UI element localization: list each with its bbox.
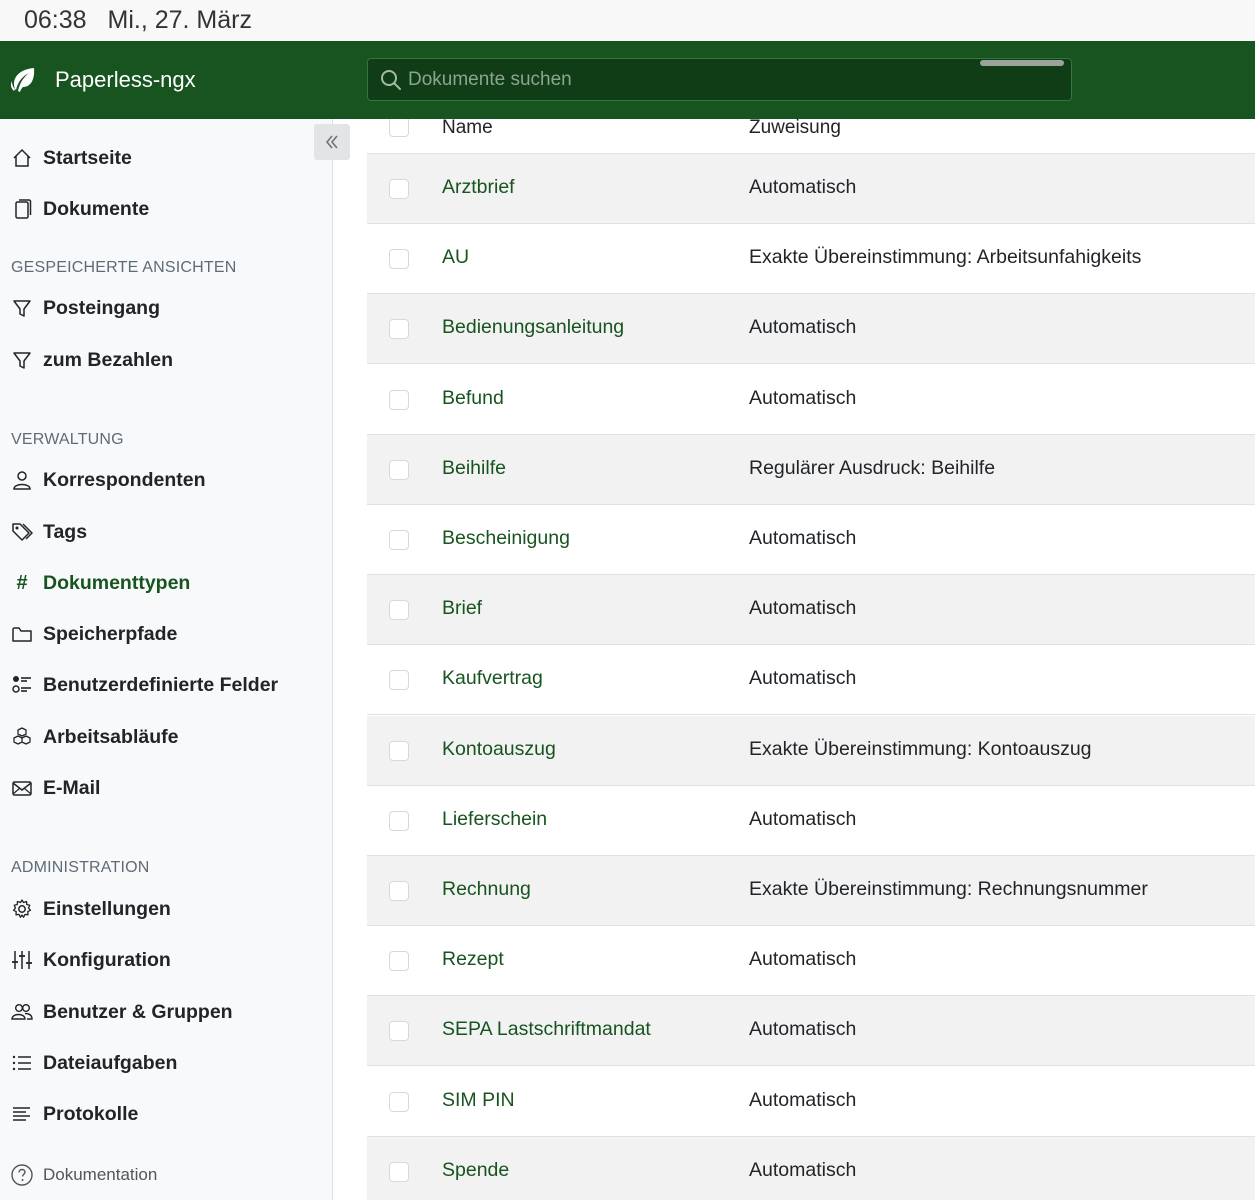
gear-icon (11, 898, 33, 920)
sidebar-item-label: Dateiaufgaben (43, 1051, 178, 1074)
global-search[interactable] (367, 58, 1072, 101)
document-type-name-link[interactable]: SIM PIN (442, 1088, 515, 1111)
brand-link[interactable] (8, 65, 196, 95)
table-row (367, 435, 1255, 505)
matching-cell: Automatisch (749, 597, 857, 620)
status-time: 06:38 (24, 6, 87, 34)
drag-handle[interactable] (980, 60, 1064, 66)
boxes-icon (11, 726, 33, 748)
sidebar-item-label: Posteingang (43, 296, 161, 319)
matching-cell: Automatisch (749, 667, 857, 690)
search-input[interactable] (402, 59, 1071, 100)
table-row (367, 154, 1255, 224)
table-row (367, 926, 1255, 996)
sidebar (0, 119, 333, 1200)
sidebar-item-to-pay-view[interactable] (10, 342, 173, 378)
sidebar-item-correspondents[interactable] (10, 462, 206, 498)
sidebar-item-label: Startseite (43, 146, 132, 169)
documents-icon (11, 198, 33, 220)
table-row (367, 575, 1255, 645)
table-row (367, 294, 1255, 364)
table-row (367, 645, 1255, 715)
matching-cell: Automatisch (749, 527, 857, 549)
brand-name: Paperless-ngx (55, 67, 196, 92)
row-select-checkbox[interactable] (389, 179, 409, 199)
people-icon (11, 1001, 33, 1023)
column-header-name[interactable]: Name (442, 119, 493, 138)
funnel-icon (11, 349, 33, 371)
search-icon (380, 69, 402, 91)
row-select-checkbox[interactable] (389, 951, 409, 971)
sidebar-item-documents[interactable] (10, 191, 149, 227)
matching-cell: Automatisch (749, 1018, 857, 1041)
document-types-table (367, 119, 1255, 1200)
sidebar-item-label: Einstellungen (43, 897, 171, 920)
table-row (367, 1067, 1255, 1137)
row-select-checkbox[interactable] (389, 670, 409, 690)
documentation-label: Dokumentation (43, 1165, 158, 1184)
sidebar-item-label: Arbeitsabläufe (43, 725, 179, 748)
row-select-checkbox[interactable] (389, 811, 409, 831)
document-type-name-link[interactable]: Arztbrief (442, 176, 515, 198)
table-row (367, 856, 1255, 926)
table-row (367, 365, 1255, 435)
row-select-checkbox[interactable] (389, 600, 409, 620)
chevron-double-left-icon (323, 133, 341, 151)
document-type-name-link[interactable]: Bescheinigung (442, 527, 570, 549)
matching-cell: Automatisch (749, 1158, 857, 1181)
sidebar-item-label: Korrespondenten (43, 468, 206, 491)
row-select-checkbox[interactable] (389, 1162, 409, 1182)
sidebar-item-label: E-Mail (43, 776, 101, 799)
sidebar-item-storage-paths[interactable] (10, 616, 177, 652)
sidebar-item-label: Benutzerdefinierte Felder (43, 673, 279, 696)
table-row (367, 1137, 1255, 1200)
manage-heading: VERWALTUNG (11, 431, 124, 448)
sidebar-item-label: Benutzer & Gruppen (43, 1000, 233, 1023)
table-row (367, 224, 1255, 294)
document-type-name-link[interactable]: Kontoauszug (442, 737, 556, 760)
table-header (367, 119, 1255, 154)
matching-cell: Automatisch (749, 316, 857, 339)
row-select-checkbox[interactable] (389, 1092, 409, 1112)
ui-radios-icon (11, 674, 33, 696)
sidebar-item-label: Speicherpfade (43, 622, 178, 645)
table-row (367, 786, 1255, 856)
documentation-link[interactable] (10, 1161, 157, 1189)
matching-cell: Automatisch (749, 176, 857, 198)
question-circle-icon (10, 1163, 34, 1187)
sidebar-item-inbox-view[interactable] (10, 290, 160, 326)
leaf-logo-icon (8, 65, 38, 95)
sidebar-item-label: Dokumente (43, 197, 150, 220)
document-type-name-link[interactable]: Rezept (442, 948, 504, 971)
sidebar-item-tags[interactable] (10, 514, 87, 550)
document-type-name-link[interactable]: Bedienungsanleitung (442, 316, 625, 339)
sidebar-item-workflows[interactable] (10, 719, 178, 755)
sidebar-item-label: Dokumenttypen (43, 571, 191, 594)
sidebar-item-document-types[interactable] (10, 565, 190, 601)
row-select-checkbox[interactable] (389, 390, 409, 410)
document-type-name-link[interactable]: Kaufvertrag (442, 667, 543, 690)
tags-icon (11, 521, 33, 543)
document-type-name-link[interactable]: Spende (442, 1158, 510, 1181)
column-header-matching[interactable]: Zuweisung (749, 119, 841, 138)
matching-cell: Automatisch (749, 386, 857, 409)
folder-icon (11, 623, 33, 645)
sidebar-item-configuration[interactable] (10, 942, 171, 978)
row-select-checkbox[interactable] (389, 881, 409, 901)
matching-cell: Exakte Übereinstimmung: Rechnungsnummer (749, 878, 1148, 900)
document-type-name-link[interactable]: Lieferschein (442, 807, 548, 830)
document-type-name-link[interactable]: Befund (442, 386, 504, 409)
row-select-checkbox[interactable] (389, 460, 409, 480)
sidebar-item-custom-fields[interactable] (10, 667, 278, 703)
table-row (367, 996, 1255, 1066)
select-all-checkbox[interactable] (389, 119, 409, 137)
row-select-checkbox[interactable] (389, 1021, 409, 1041)
sidebar-item-file-tasks[interactable] (10, 1045, 177, 1081)
matching-cell: Exakte Übereinstimmung: Arbeitsunfahigkeits (749, 246, 1142, 269)
collapse-sidebar-button[interactable] (314, 124, 350, 160)
row-select-checkbox[interactable] (389, 741, 409, 761)
sidebar-item-settings[interactable] (10, 891, 171, 927)
matching-cell: Exakte Übereinstimmung: Kontoauszug (749, 737, 1092, 760)
funnel-icon (11, 297, 33, 319)
document-type-name-link[interactable]: Rechnung (442, 878, 531, 900)
table-row (367, 716, 1255, 786)
document-type-name-link[interactable]: Brief (442, 597, 483, 620)
sliders-icon (11, 949, 33, 971)
admin-heading: ADMINISTRATION (11, 859, 150, 876)
sidebar-item-label: zum Bezahlen (43, 348, 174, 371)
status-date: Mi., 27. März (107, 6, 252, 34)
top-navbar (0, 41, 1255, 119)
document-type-name-link[interactable]: SEPA Lastschriftmandat (442, 1018, 651, 1041)
hash-icon: # (16, 571, 28, 594)
sidebar-item-label: Protokolle (43, 1102, 139, 1125)
row-select-checkbox[interactable] (389, 249, 409, 269)
envelope-icon (11, 777, 33, 799)
sidebar-item-users-groups[interactable] (10, 994, 233, 1030)
list-icon (11, 1052, 33, 1074)
sidebar-item-mail[interactable] (10, 770, 100, 806)
sidebar-item-label: Tags (43, 520, 88, 543)
house-icon (11, 147, 33, 169)
sidebar-item-dashboard[interactable] (10, 140, 132, 176)
row-select-checkbox[interactable] (389, 530, 409, 550)
document-type-name-link[interactable]: Beihilfe (442, 456, 506, 479)
row-select-checkbox[interactable] (389, 319, 409, 339)
person-icon (11, 469, 33, 491)
matching-cell: Automatisch (749, 948, 857, 971)
matching-cell: Automatisch (749, 1088, 857, 1111)
table-row (367, 505, 1255, 575)
matching-cell: Automatisch (749, 807, 857, 830)
system-status-bar (0, 0, 1255, 41)
saved-views-heading: GESPEICHERTE ANSICHTEN (11, 259, 237, 276)
sidebar-item-label: Konfiguration (43, 948, 171, 971)
matching-cell: Regulärer Ausdruck: Beihilfe (749, 456, 996, 479)
document-type-name-link[interactable]: AU (442, 246, 470, 269)
text-left-icon (11, 1103, 33, 1125)
sidebar-item-logs[interactable] (10, 1096, 138, 1132)
